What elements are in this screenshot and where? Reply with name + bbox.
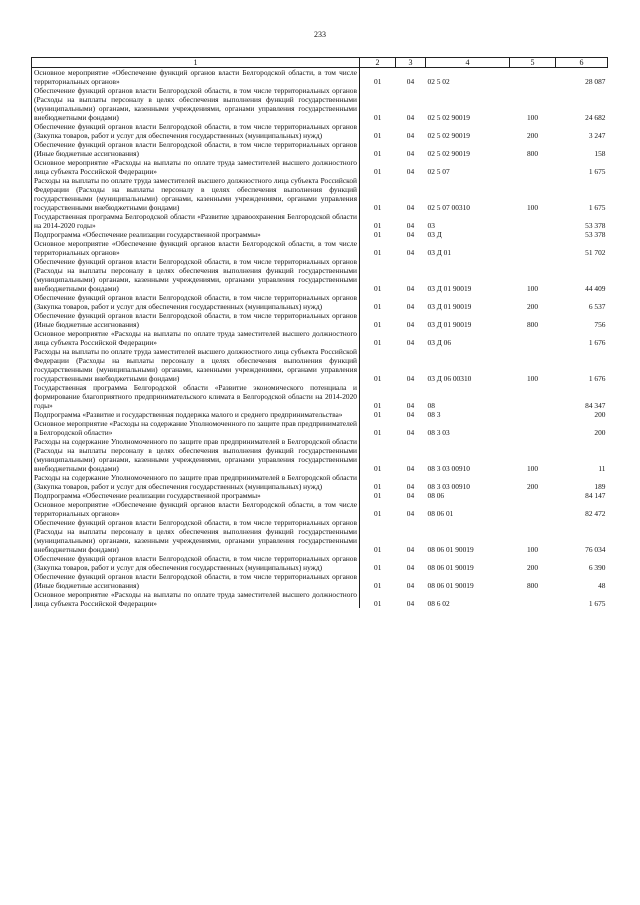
row-target-article: 08 06 01 90019 <box>427 545 474 554</box>
row-name: Подпрограмма «Обеспечение реализации государственной программы» <box>32 230 360 239</box>
row-amount: 1 675 <box>588 599 606 608</box>
row-subsection: 04 <box>406 149 415 158</box>
table-row <box>32 176 608 212</box>
row-name: Основное мероприятие «Расходы на выплаты по оплате труда заместителей высшего должностного лица субъекта Российской Федерации» <box>32 590 360 608</box>
row-expense-type <box>510 68 556 87</box>
table-row <box>32 572 608 590</box>
row-target-article: 08 06 01 <box>427 509 454 518</box>
row-amount: 53 378 <box>585 221 606 230</box>
row-section: 01 <box>374 464 382 473</box>
row-subsection: 04 <box>406 428 415 437</box>
row-name: Расходы на содержание Уполномоченного по защите прав предпринимателей в Белгородской области (Расходы на выплаты персоналу в целях обеспечения выполнения функций государственными (муниципальными) органами, казенными учреждениями, органами управления государственными внебюджетными фондами) <box>32 437 360 473</box>
table-header-row <box>32 58 608 68</box>
row-name: Обеспечение функций органов власти Белгородской области, в том числе территориальных органов (Расходы на выплаты персоналу в целях обеспечения выполнения функций государственными (муниципальными) органами, казенными учреждениями, органами управления государственными внебюджетными фондами) <box>32 518 360 554</box>
row-expense-type: 100 <box>526 203 539 212</box>
row-subsection: 04 <box>406 203 415 212</box>
row-target-article: 02 5 02 <box>427 77 450 86</box>
row-amount: 24 682 <box>585 113 606 122</box>
table-row <box>32 473 608 491</box>
page-number: 233 <box>314 30 326 39</box>
row-name: Обеспечение функций органов власти Белгородской области, в том числе территориальных органов (Закупка товаров, работ и услуг для обеспечения государственных (муниципальных) нужд) <box>32 293 360 311</box>
row-amount: 756 <box>594 320 606 329</box>
row-amount: 48 <box>598 581 606 590</box>
row-amount: 200 <box>594 410 606 419</box>
row-subsection: 04 <box>406 131 415 140</box>
row-amount: 11 <box>598 464 606 473</box>
header-col-1: 1 <box>32 58 360 68</box>
row-subsection: 04 <box>406 338 415 347</box>
row-target-article: 08 3 03 00910 <box>427 482 470 491</box>
row-subsection: 04 <box>406 410 415 419</box>
row-name: Расходы на выплаты по оплате труда заместителей высшего должностного лица субъекта Российской Федерации (Расходы на выплаты персоналу в целях обеспечения выполнения функций государственными (муниципальными) органами, казенными учреждениями, органами управления государственными внебюджетными фондами) <box>32 176 360 212</box>
row-expense-type: 800 <box>526 320 539 329</box>
row-subsection: 04 <box>406 374 415 383</box>
row-expense-type: 100 <box>526 545 539 554</box>
row-section: 01 <box>374 581 382 590</box>
table-row <box>32 158 608 176</box>
row-section: 01 <box>374 482 382 491</box>
row-target-article: 02 5 07 00310 <box>427 203 470 212</box>
table-row <box>32 383 608 410</box>
row-amount: 1 676 <box>588 338 606 347</box>
row-section: 01 <box>374 401 382 410</box>
row-name: Обеспечение функций органов власти Белгородской области, в том числе территориальных органов (Закупка товаров, работ и услуг для обеспечения государственных (муниципальных) нужд) <box>32 122 360 140</box>
row-target-article: 03 Д 06 <box>427 338 452 347</box>
row-name: Государственная программа Белгородской области «Развитие здравоохранения Белгородской области на 2014-2020 годы» <box>32 212 360 230</box>
table-row <box>32 311 608 329</box>
table-row <box>32 230 608 239</box>
row-name: Государственная программа Белгородской области «Развитие экономического потенциала и формирование благоприятного предпринимательского климата в Белгородской области на 2014-2020 годы» <box>32 383 360 410</box>
row-subsection: 04 <box>406 401 415 410</box>
row-target-article: 03 Д <box>427 230 442 239</box>
row-expense-type <box>510 419 556 437</box>
row-amount: 200 <box>594 428 606 437</box>
table-row <box>32 518 608 554</box>
row-target-article: 03 Д 01 <box>427 248 452 257</box>
row-name: Основное мероприятие «Расходы на выплаты по оплате труда заместителей высшего должностного лица субъекта Российской Федерации» <box>32 329 360 347</box>
row-subsection: 04 <box>406 284 415 293</box>
row-expense-type <box>510 212 556 230</box>
row-subsection: 04 <box>406 491 415 500</box>
row-name: Основное мероприятие «Обеспечение функций органов власти Белгородской области, в том числе территориальных органов» <box>32 239 360 257</box>
row-expense-type: 200 <box>526 302 539 311</box>
row-name: Расходы на содержание Уполномоченного по защите прав предпринимателей в Белгородской области (Закупка товаров, работ и услуг для обеспечения государственных (муниципальных) нужд) <box>32 473 360 491</box>
row-target-article: 03 Д 01 90019 <box>427 302 472 311</box>
row-expense-type <box>510 239 556 257</box>
row-expense-type <box>510 410 556 419</box>
row-amount: 51 702 <box>585 248 606 257</box>
row-target-article: 03 Д 06 00310 <box>427 374 472 383</box>
table-row <box>32 437 608 473</box>
row-name: Обеспечение функций органов власти Белгородской области, в том числе территориальных органов (Иные бюджетные ассигнования) <box>32 572 360 590</box>
row-expense-type: 200 <box>526 482 539 491</box>
row-subsection: 04 <box>406 230 415 239</box>
row-amount: 53 378 <box>585 230 606 239</box>
row-section: 01 <box>374 167 382 176</box>
row-section: 01 <box>374 509 382 518</box>
row-target-article: 08 06 01 90019 <box>427 581 474 590</box>
row-name: Основное мероприятие «Обеспечение функций органов власти Белгородской области, в том числе территориальных органов» <box>32 68 360 87</box>
row-amount: 158 <box>594 149 606 158</box>
row-section: 01 <box>374 248 382 257</box>
header-col-5: 5 <box>510 58 556 68</box>
table-row <box>32 329 608 347</box>
row-subsection: 04 <box>406 563 415 572</box>
row-name: Расходы на выплаты по оплате труда заместителей высшего должностного лица субъекта Российской Федерации (Расходы на выплаты персоналу в целях обеспечения выполнения функций государственными (муниципальными) органами, казенными учреждениями, органами управления государственными внебюджетными фондами) <box>32 347 360 383</box>
row-expense-type <box>510 230 556 239</box>
table-row <box>32 554 608 572</box>
row-expense-type: 800 <box>526 581 539 590</box>
row-section: 01 <box>374 302 382 311</box>
row-name: Обеспечение функций органов власти Белгородской области, в том числе территориальных органов (Иные бюджетные ассигнования) <box>32 311 360 329</box>
header-col-3: 3 <box>396 58 426 68</box>
row-target-article: 08 06 01 90019 <box>427 563 474 572</box>
row-section: 01 <box>374 203 382 212</box>
row-name: Обеспечение функций органов власти Белгородской области, в том числе территориальных органов (Расходы на выплаты персоналу в целях обеспечения выполнения функций государственными (муниципальными) органами, казенными учреждениями, органами управления государственными внебюджетными фондами) <box>32 257 360 293</box>
row-section: 01 <box>374 374 382 383</box>
header-col-2: 2 <box>360 58 396 68</box>
row-expense-type <box>510 383 556 410</box>
table-row <box>32 500 608 518</box>
row-target-article: 02 5 07 <box>427 167 450 176</box>
row-amount: 189 <box>594 482 606 491</box>
row-subsection: 04 <box>406 581 415 590</box>
row-amount: 76 034 <box>585 545 606 554</box>
row-target-article: 08 3 03 00910 <box>427 464 470 473</box>
row-subsection: 04 <box>406 509 415 518</box>
row-subsection: 04 <box>406 482 415 491</box>
row-name: Обеспечение функций органов власти Белгородской области, в том числе территориальных органов (Закупка товаров, работ и услуг для обеспечения государственных (муниципальных) нужд) <box>32 554 360 572</box>
table-row <box>32 122 608 140</box>
row-subsection: 04 <box>406 464 415 473</box>
row-amount: 6 537 <box>588 302 606 311</box>
row-amount: 1 675 <box>588 203 606 212</box>
row-target-article: 08 3 <box>427 410 441 419</box>
row-amount: 3 247 <box>588 131 606 140</box>
row-section: 01 <box>374 320 382 329</box>
row-section: 01 <box>374 545 382 554</box>
row-section: 01 <box>374 230 382 239</box>
row-section: 01 <box>374 77 382 86</box>
row-amount: 1 675 <box>588 167 606 176</box>
row-expense-type <box>510 491 556 500</box>
row-section: 01 <box>374 221 382 230</box>
row-subsection: 04 <box>406 221 415 230</box>
row-expense-type: 100 <box>526 374 539 383</box>
row-subsection: 04 <box>406 113 415 122</box>
row-section: 01 <box>374 428 382 437</box>
row-target-article: 08 6 02 <box>427 599 450 608</box>
row-subsection: 04 <box>406 545 415 554</box>
table-row <box>32 140 608 158</box>
row-expense-type <box>510 329 556 347</box>
row-name: Подпрограмма «Обеспечение реализации государственной программы» <box>32 491 360 500</box>
row-expense-type: 200 <box>526 563 539 572</box>
row-amount: 82 472 <box>585 509 606 518</box>
row-section: 01 <box>374 284 382 293</box>
row-name: Основное мероприятие «Расходы на выплаты по оплате труда заместителей высшего должностного лица субъекта Российской Федерации» <box>32 158 360 176</box>
header-col-6: 6 <box>556 58 608 68</box>
row-target-article: 02 5 02 90019 <box>427 149 470 158</box>
row-subsection: 04 <box>406 248 415 257</box>
row-name: Основное мероприятие «Обеспечение функций органов власти Белгородской области, в том числе территориальных органов» <box>32 500 360 518</box>
row-expense-type <box>510 500 556 518</box>
row-expense-type <box>510 590 556 608</box>
row-subsection: 04 <box>406 320 415 329</box>
row-section: 01 <box>374 131 382 140</box>
row-amount: 84 347 <box>585 401 606 410</box>
row-target-article: 02 5 02 90019 <box>427 131 470 140</box>
table-row <box>32 491 608 500</box>
table-row <box>32 293 608 311</box>
row-section: 01 <box>374 410 382 419</box>
table-row <box>32 68 608 87</box>
row-amount: 84 147 <box>585 491 606 500</box>
table-row <box>32 410 608 419</box>
row-section: 01 <box>374 491 382 500</box>
table-row <box>32 212 608 230</box>
row-section: 01 <box>374 599 382 608</box>
table-row <box>32 590 608 608</box>
table-row <box>32 239 608 257</box>
row-section: 01 <box>374 149 382 158</box>
row-expense-type: 100 <box>526 113 539 122</box>
row-target-article: 02 5 02 90019 <box>427 113 470 122</box>
table-row <box>32 257 608 293</box>
row-name: Обеспечение функций органов власти Белгородской области, в том числе территориальных органов (Расходы на выплаты персоналу в целях обеспечения выполнения функций государственными (муниципальными) органами, казенными учреждениями, органами управления государственными внебюджетными фондами) <box>32 86 360 122</box>
row-section: 01 <box>374 113 382 122</box>
row-expense-type: 200 <box>526 131 539 140</box>
row-amount: 1 676 <box>588 374 606 383</box>
table-row <box>32 86 608 122</box>
header-col-4: 4 <box>426 58 510 68</box>
table-row <box>32 347 608 383</box>
row-target-article: 03 Д 01 90019 <box>427 320 472 329</box>
row-target-article: 08 <box>427 401 435 410</box>
row-expense-type <box>510 158 556 176</box>
row-name: Основное мероприятие «Расходы на содержание Уполномоченного по защите прав предпринимателей в Белгородской области» <box>32 419 360 437</box>
row-name: Подпрограмма «Развитие и государственная поддержка малого и среднего предпринимательства» <box>32 410 360 419</box>
row-target-article: 08 06 <box>427 491 445 500</box>
budget-table <box>31 57 608 608</box>
row-target-article: 03 Д 01 90019 <box>427 284 472 293</box>
row-section: 01 <box>374 338 382 347</box>
row-subsection: 04 <box>406 77 415 86</box>
row-subsection: 04 <box>406 302 415 311</box>
row-amount: 6 390 <box>588 563 606 572</box>
row-expense-type: 800 <box>526 149 539 158</box>
row-expense-type: 100 <box>526 464 539 473</box>
row-section: 01 <box>374 563 382 572</box>
row-subsection: 04 <box>406 599 415 608</box>
row-amount: 28 087 <box>585 77 606 86</box>
row-target-article: 03 <box>427 221 435 230</box>
row-subsection: 04 <box>406 167 415 176</box>
table-row <box>32 419 608 437</box>
row-expense-type: 100 <box>526 284 539 293</box>
row-target-article: 08 3 03 <box>427 428 450 437</box>
row-amount: 44 409 <box>585 284 606 293</box>
row-name: Обеспечение функций органов власти Белгородской области, в том числе территориальных органов (Иные бюджетные ассигнования) <box>32 140 360 158</box>
